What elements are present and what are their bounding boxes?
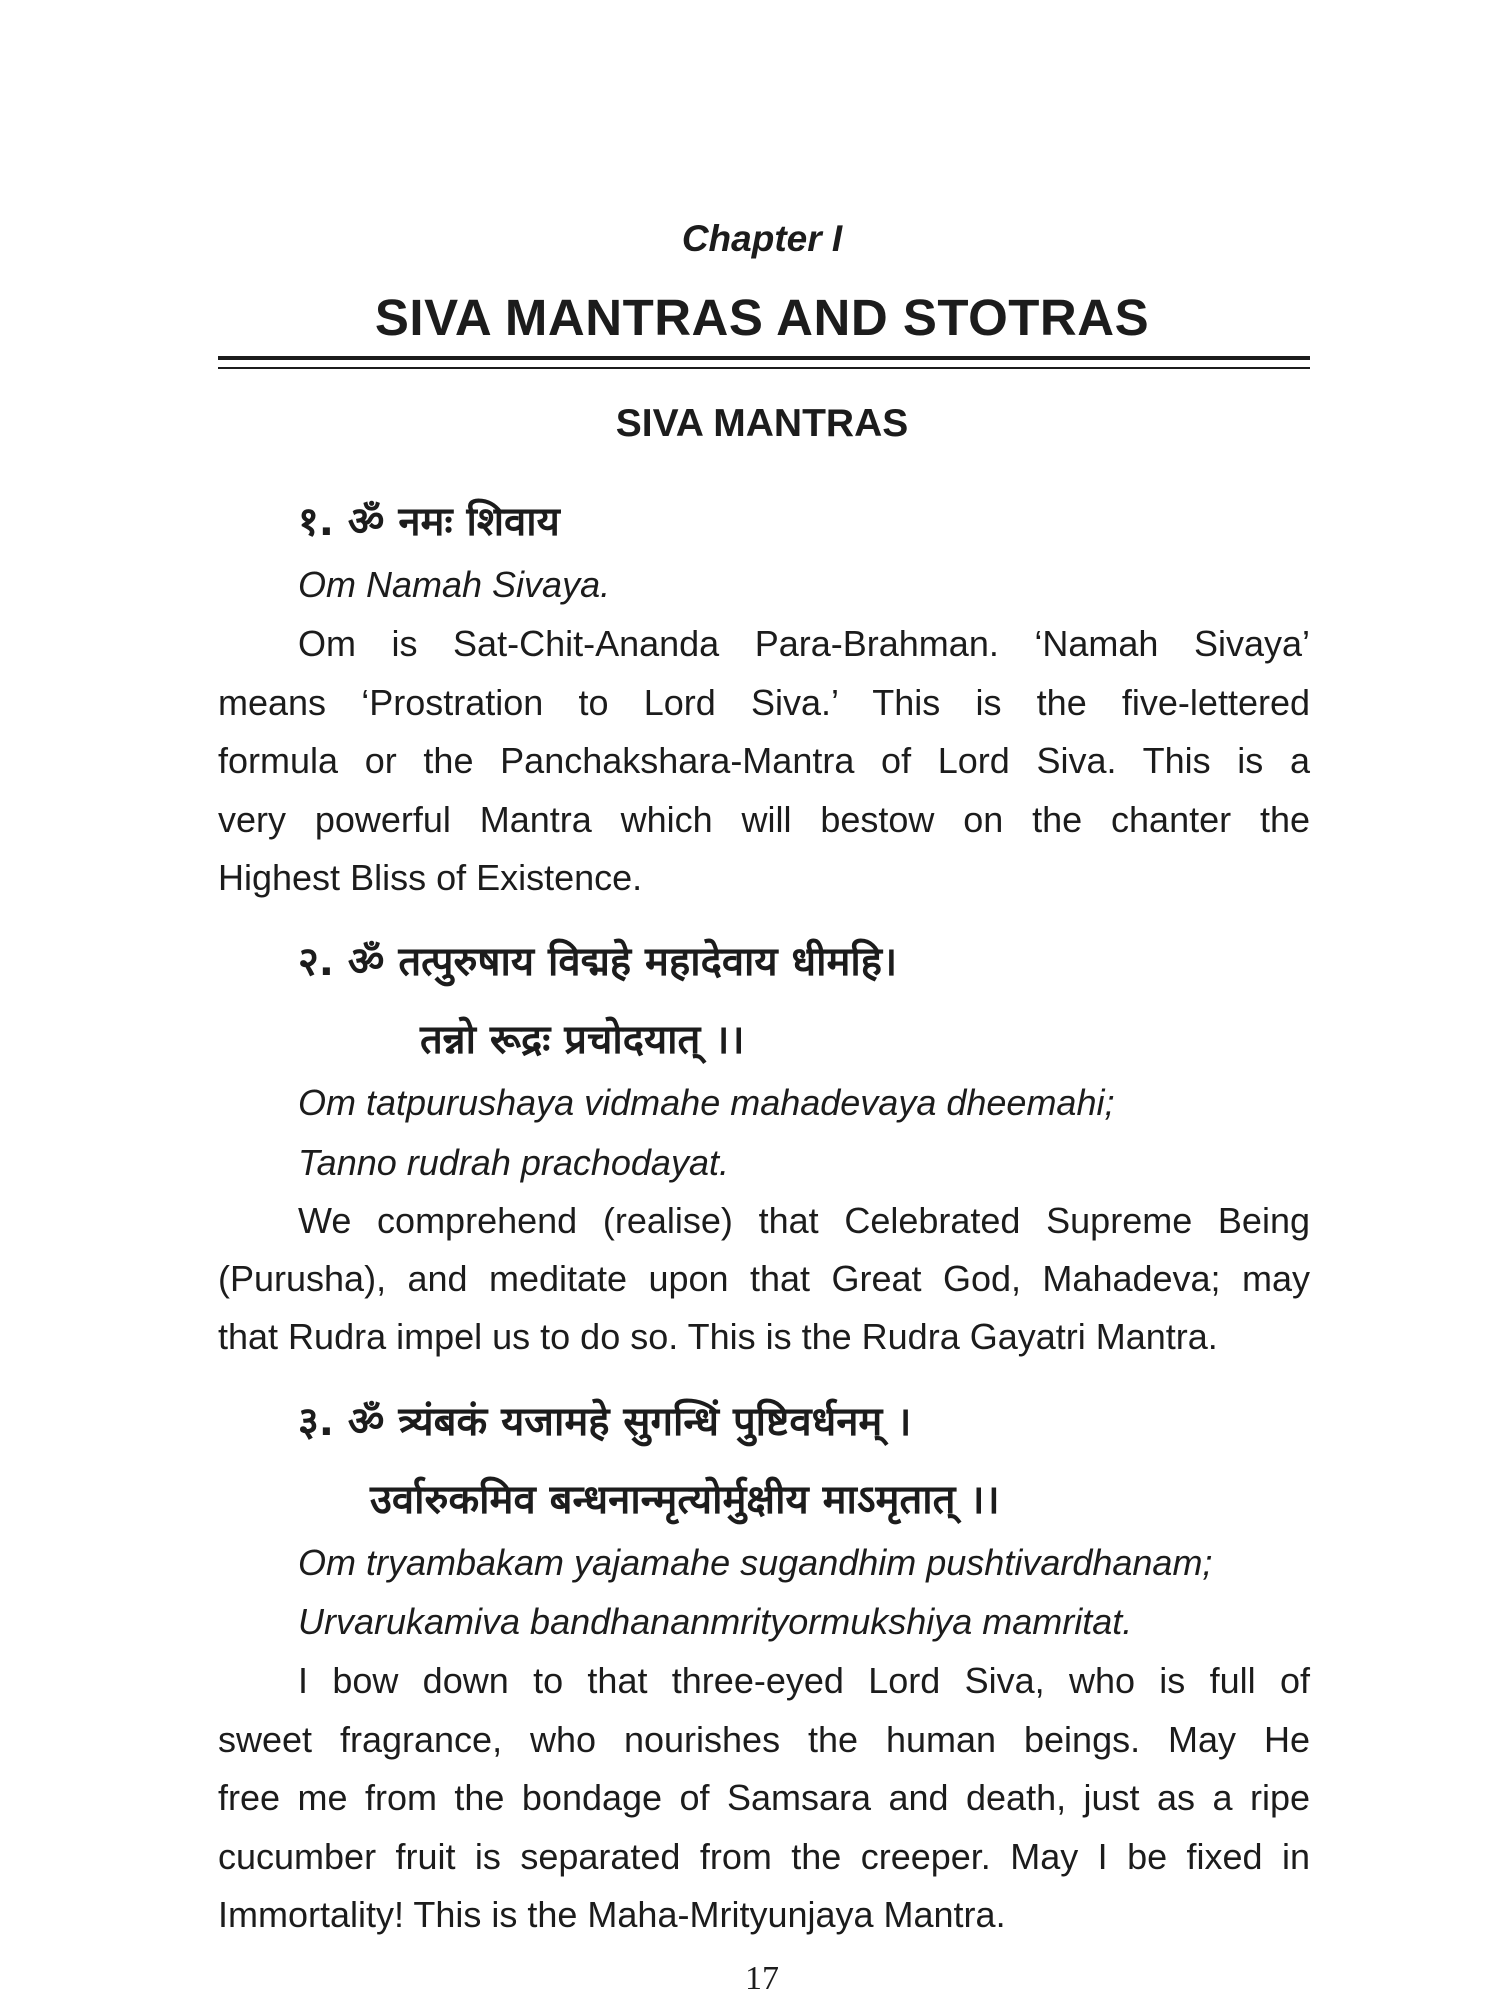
mantra-2-sanskrit-line-2: तन्नो रूद्रः प्रचोदयात् ।। <box>420 1017 745 1063</box>
title-rule-thin <box>218 367 1310 369</box>
mantra-1-line-3: formula or the Panchakshara-Mantra of Lord Siva. This is a <box>218 740 1310 781</box>
title-rule-thick <box>218 356 1310 360</box>
mantra-2-sanskrit-line-1: २. ॐ तत्पुरुषाय विद्महे महादेवाय धीमहि। <box>298 939 898 985</box>
mantra-1-line-4: very powerful Mantra which will bestow on the chanter the <box>218 799 1310 840</box>
mantra-3-line-3: free me from the bondage of Samsara and death, just as a ripe <box>218 1777 1310 1818</box>
mantra-1-line-2: means ‘Prostration to Lord Siva.’ This is the five-lettered <box>218 682 1310 723</box>
chapter-title: SIVA MANTRAS AND STOTRAS <box>374 289 1150 346</box>
mantra-3-line-1: I bow down to that three-eyed Lord Siva, who is full of <box>298 1660 1310 1701</box>
mantra-1-sanskrit: १. ॐ नमः शिवाय <box>298 499 560 545</box>
mantra-3-line-4: cucumber fruit is separated from the creeper. May I be fixed in <box>218 1836 1310 1877</box>
mantra-3-transliteration-line-1: Om tryambakam yajamahe sugandhim pushtivardhanam; <box>298 1542 1213 1583</box>
mantra-1-line-1: Om is Sat-Chit-Ananda Para-Brahman. ‘Namah Sivaya’ <box>298 623 1310 664</box>
mantra-2-transliteration-line-2: Tanno rudrah prachodayat. <box>298 1142 729 1183</box>
page-number: 17 <box>745 1960 779 1997</box>
mantra-2-line-1: We comprehend (realise) that Celebrated Supreme Being <box>298 1200 1310 1241</box>
mantra-3-line-2: sweet fragrance, who nourishes the human beings. May He <box>218 1719 1310 1760</box>
mantra-2-transliteration-line-1: Om tatpurushaya vidmahe mahadevaya dheemahi; <box>298 1082 1115 1123</box>
mantra-1-transliteration: Om Namah Sivaya. <box>298 564 611 605</box>
mantra-3-line-5: Immortality! This is the Maha-Mrityunjaya Mantra. <box>218 1894 1006 1935</box>
mantra-3-transliteration-line-2: Urvarukamiva bandhananmrityormukshiya mamritat. <box>298 1601 1133 1642</box>
mantra-2-line-2: (Purusha), and meditate upon that Great God, Mahadeva; may <box>218 1258 1310 1299</box>
mantra-2-line-3: that Rudra impel us to do so. This is the Rudra Gayatri Mantra. <box>218 1316 1218 1357</box>
chapter-label: Chapter I <box>681 218 843 259</box>
mantra-3-sanskrit-line-2: उर्वारुकमिव बन्धनान्मृत्योर्मुक्षीय माऽमृतात् ।। <box>370 1477 1000 1523</box>
mantra-3-sanskrit-line-1: ३. ॐ त्र्यंबकं यजामहे सुगन्धिं पुष्टिवर्धनम् । <box>298 1399 912 1445</box>
section-heading: SIVA MANTRAS <box>615 402 909 445</box>
mantra-1-line-5: Highest Bliss of Existence. <box>218 857 643 898</box>
